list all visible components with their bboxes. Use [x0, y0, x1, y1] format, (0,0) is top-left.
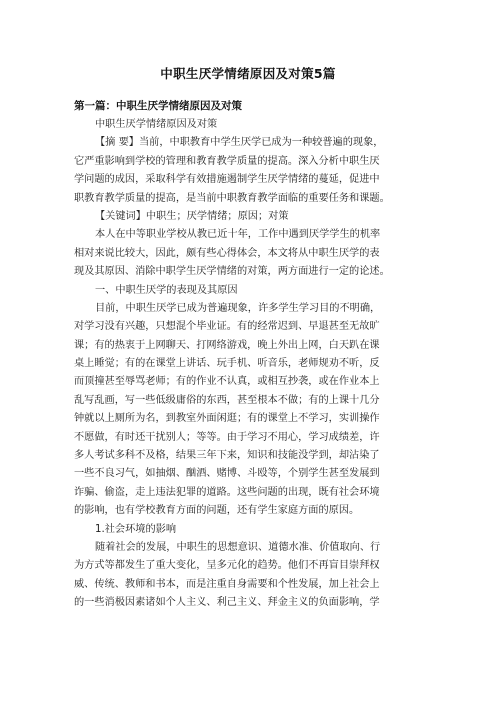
- document-title: 中职生厌学情绪原因及对策5篇: [160, 66, 336, 81]
- text-line: 一、中职生厌学的表现及其原因: [95, 284, 238, 296]
- text-line: 课；有的热衷于上网聊天、打网络游戏，晚上外出上网，白天趴在课: [74, 339, 380, 351]
- text-line: 而顶撞甚至辱骂老师；有的作业不认真，或相互抄袭，或在作业本上: [74, 376, 380, 388]
- section-heading: 第一篇：中职生厌学情绪原因及对策: [74, 100, 242, 112]
- text-line: 随着社会的发展，中职生的思想意识、道德水准、价值取向、行: [95, 541, 381, 553]
- text-line: 一些不良习气，如抽烟、酗酒、赌博、斗殴等，个别学生甚至发展到: [74, 468, 380, 480]
- text-line: 乱写乱画，写一些低级庸俗的东西，甚至根本不做；有的上课十几分: [74, 394, 380, 406]
- text-line: 【摘 要】当前，中职教育中学生厌学已成为一种较普遍的现象，: [95, 137, 384, 149]
- text-line: 桌上睡觉；有的在课堂上讲话、玩手机、听音乐，老师规劝不听，反: [74, 358, 380, 370]
- text-line: 目前，中职生厌学已成为普遍现象，许多学生学习目的不明确，: [95, 302, 381, 314]
- text-line: 本人在中等职业学校从教已近十年，工作中遇到厌学学生的机率: [95, 229, 381, 241]
- text-line: 为方式等都发生了重大变化，呈多元化的趋势。他们不再盲目崇拜权: [74, 560, 380, 572]
- text-line: 相对来说比较大，因此，颇有些心得体会，本文将从中职生厌学的表: [74, 247, 380, 259]
- text-line: 现及其原因、消除中职学生厌学情绪的对策，两方面进行一定的论述。: [74, 266, 390, 278]
- text-line: 学问题的成因，采取科学有效措施遏制学生厌学情绪的蔓延，促进中: [74, 174, 380, 186]
- text-line: 它严重影响到学校的管理和教育教学质量的提高。深入分析中职生厌: [74, 155, 380, 167]
- text-line: 不愿做，有时还干扰别人；等等。由于学习不用心，学习成绩差，许: [74, 431, 380, 443]
- text-line: 的一些消极因素诸如个人主义、利己主义、拜金主义的负面影响，学: [74, 597, 380, 609]
- text-line: 多人考试多科不及格，结果三年下来，知识和技能没学到，却沾染了: [74, 450, 380, 462]
- text-line: 诈骗、偷盗，走上违法犯罪的道路。这些问题的出现，既有社会环境: [74, 486, 380, 498]
- text-line: 【关键词】中职生；厌学情绪；原因；对策: [95, 210, 289, 222]
- text-line: 对学习没有兴趣，只想混个毕业证。有的经常迟到、早退甚至无故旷: [74, 321, 380, 333]
- document-body: [74, 116, 426, 613]
- text-line: 威、传统、教师和书本，而是注重自身需要和个性发展，加上社会上: [74, 578, 380, 590]
- text-line: 职教育教学质量的提高，是当前中职教育教学面临的重要任务和课题。: [74, 192, 390, 204]
- text-line: 1.社会环境的影响: [95, 523, 177, 535]
- text-line: 的影响，也有学校教育方面的问题，还有学生家庭方面的原因。: [74, 505, 360, 517]
- text-line: 钟就以上厕所为名，到教室外面闲逛；有的课堂上不学习，实训操作: [74, 413, 380, 425]
- text-line: 中职生厌学情绪原因及对策: [95, 119, 218, 130]
